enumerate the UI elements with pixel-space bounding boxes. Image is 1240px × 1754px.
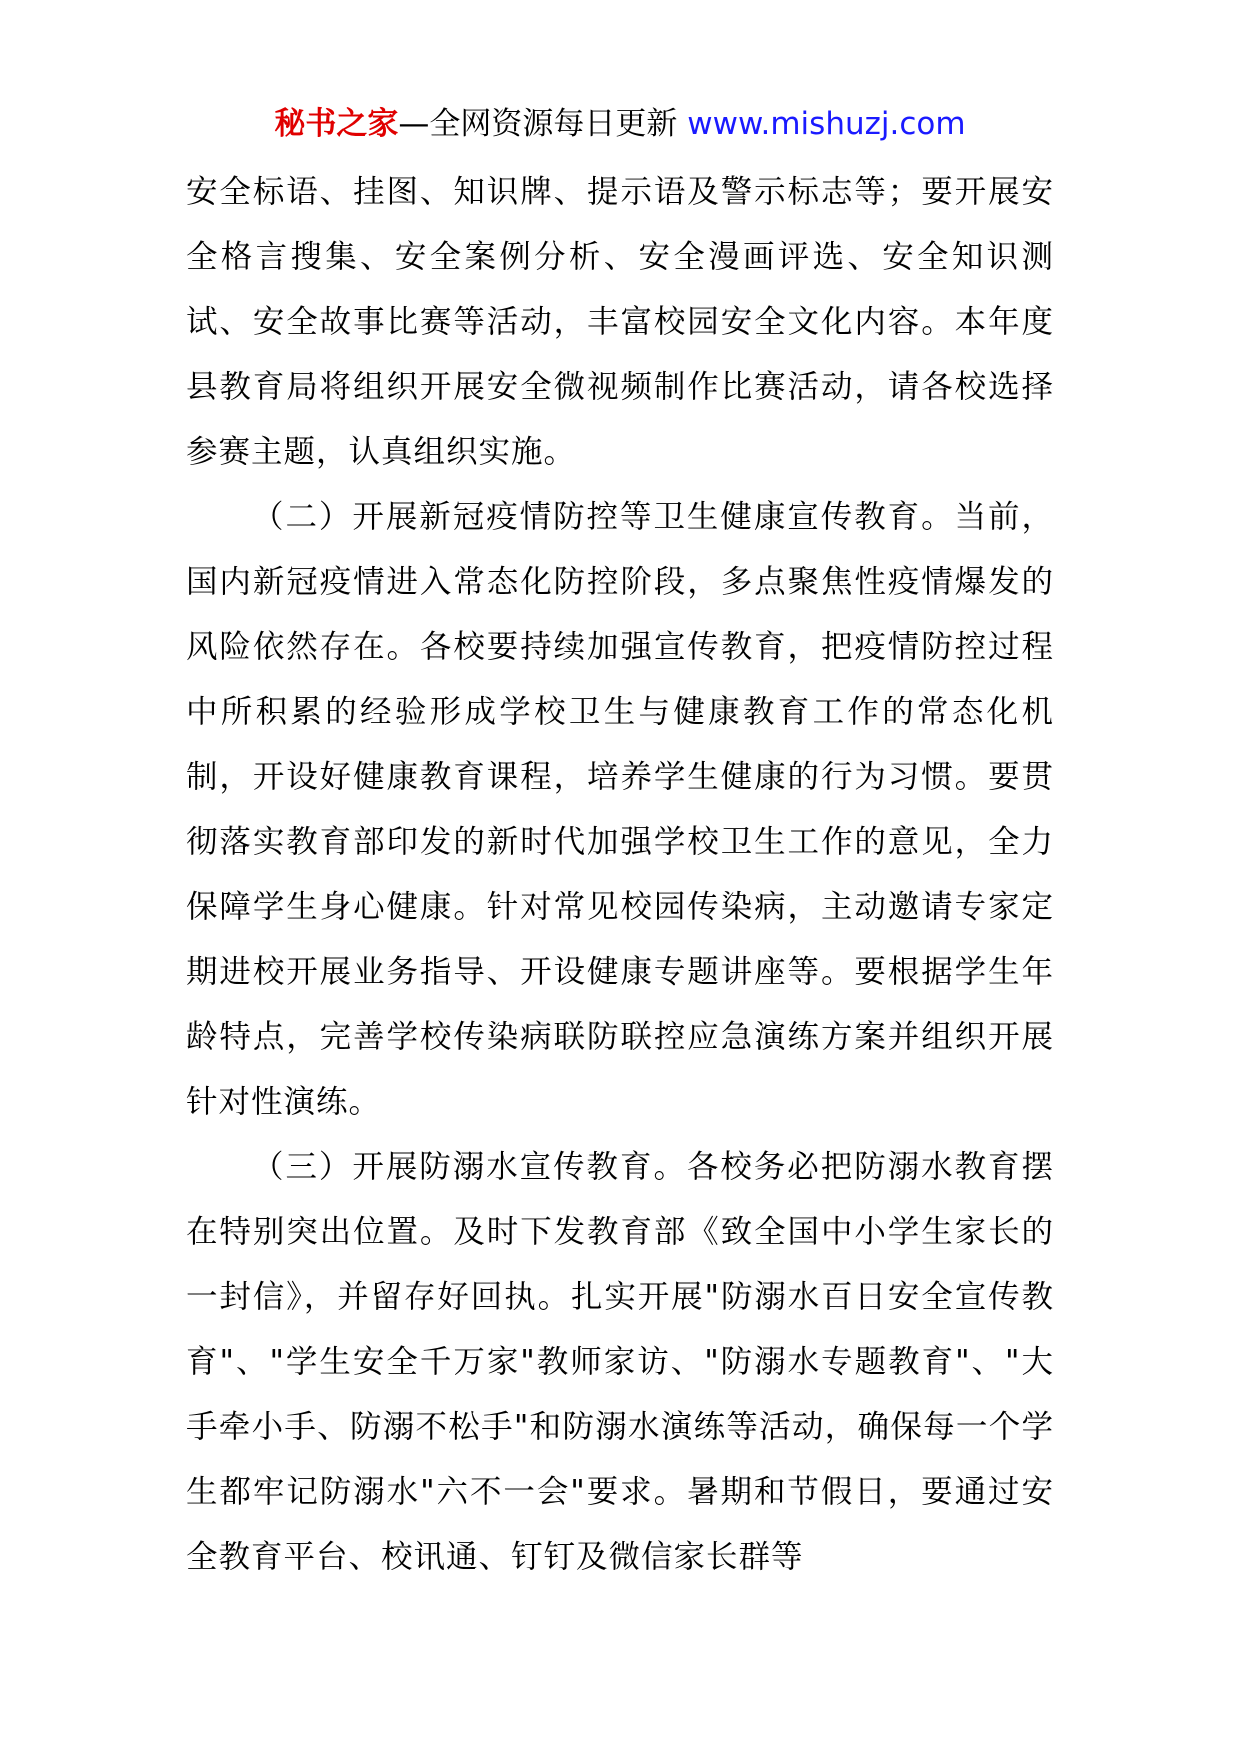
site-url-link[interactable]: www.mishuzj.com [687, 106, 966, 142]
paragraph-1: 安全标语、挂图、知识牌、提示语及警示标志等；要开展安全格言搜集、安全案例分析、安全漫画评选、安全知识测试、安全故事比赛等活动，丰富校园安全文化内容。本年度县教育局将组织开展安全微视频制作比赛活动，请各校选择参赛主题，认真组织实施。 [186, 174, 1054, 470]
paragraph-3: （三）开展防溺水宣传教育。各校务必把防溺水教育摆在特别突出位置。及时下发教育部《致全国中小学生家长的一封信》，并留存好回执。扎实开展"防溺水百日安全宣传教育"、"学生安全千万家"教师家访、"防溺水专题教育"、"大手牵小手、防溺不松手"和防溺水演练等活动，确保每一个学生都牢记防溺水"六不一会"要求。暑期和节假日，要通过安全教育平台、校讯通、钉钉及微信家长群等 [186, 1149, 1054, 1575]
header-tagline: —全网资源每日更新 [398, 106, 688, 142]
paragraph-2: （二）开展新冠疫情防控等卫生健康宣传教育。当前，国内新冠疫情进入常态化防控阶段，多点聚焦性疫情爆发的风险依然存在。各校要持续加强宣传教育，把疫情防控过程中所积累的经验形成学校卫生与健康教育工作的常态化机制，开设好健康教育课程，培养学生健康的行为习惯。要贯彻落实教育部印发的新时代加强学校卫生工作的意见，全力保障学生身心健康。针对常见校园传染病，主动邀请专家定期进校开展业务指导、开设健康专题讲座等。要根据学生年龄特点，完善学校传染病联防联控应急演练方案并组织开展针对性演练。 [186, 499, 1054, 1120]
document-body [186, 160, 1054, 1590]
brand-name: 秘书之家 [274, 106, 399, 142]
page-header [0, 104, 1240, 144]
